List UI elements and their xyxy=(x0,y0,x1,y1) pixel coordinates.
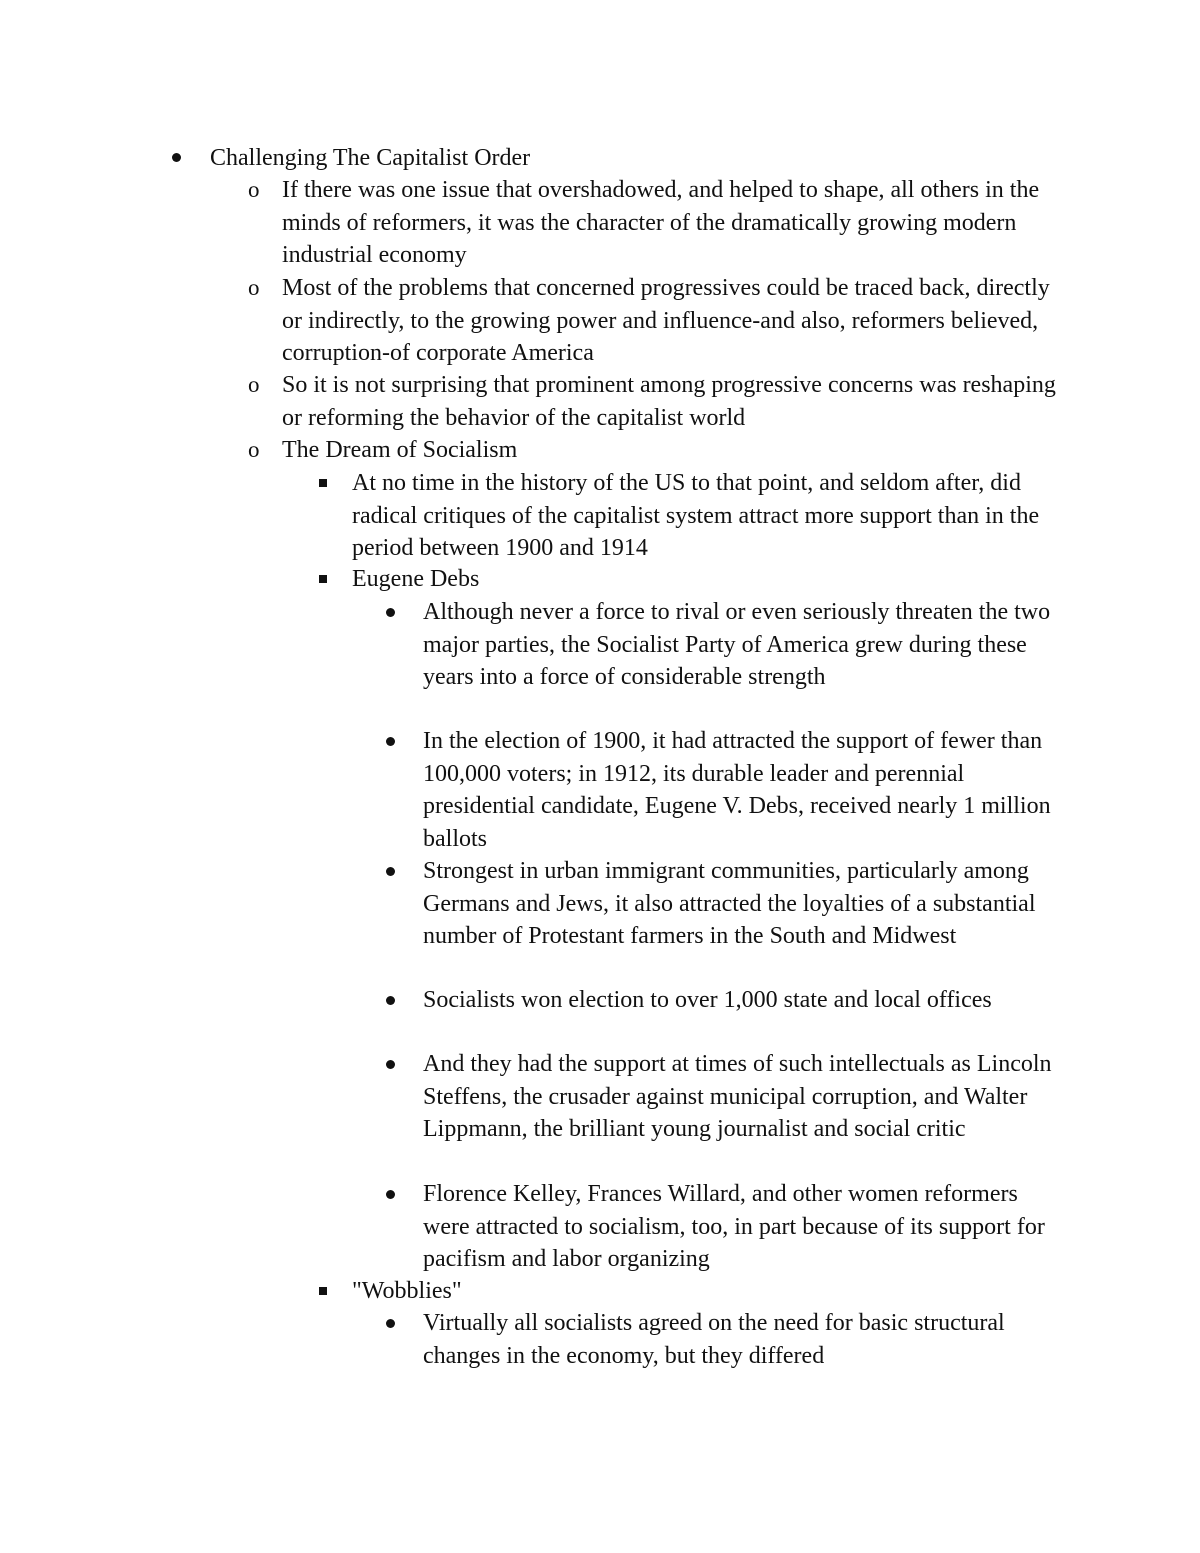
outline-text: Eugene Debs xyxy=(352,566,480,592)
outline-text: The Dream of Socialism xyxy=(282,437,518,463)
outline-text: Florence Kelley, Frances Willard, and other women reformers were attracted to socialism, too, in part because of its support for pacifism and labor organizing xyxy=(423,1181,1045,1272)
outline-text: And they had the support at times of such intellectuals as Lincoln Steffens, the crusader against municipal corruption, and Walter Lippmann, the brilliant young journalist and social critic xyxy=(423,1051,1052,1142)
outline-text: Strongest in urban immigrant communities, particularly among Germans and Jews, it also attracted the loyalties of a substantial number of Protestant farmers in the South and Midwest xyxy=(423,858,1036,949)
outline-text: Virtually all socialists agreed on the need for basic structural changes in the economy, but they differed xyxy=(423,1310,1005,1369)
outline-item-l4 xyxy=(423,1178,1068,1276)
bullet-icon xyxy=(386,1190,395,1199)
outline-item-l2 xyxy=(248,434,1072,467)
bullet-icon xyxy=(386,1060,395,1069)
outline-item-l3 xyxy=(352,467,1072,565)
outline-item-l2 xyxy=(248,272,1072,370)
bullet-icon xyxy=(386,1319,395,1328)
circle-bullet-icon: o xyxy=(248,177,260,202)
outline-item-l4 xyxy=(423,855,1068,953)
outline-item-l3 xyxy=(352,563,1072,596)
outline-item-l2 xyxy=(248,174,1072,272)
outline-item-l4 xyxy=(423,725,1068,855)
outline-text: At no time in the history of the US to that point, and seldom after, did radical critiques of the capitalist system attract more support than in the period between 1900 and 1914 xyxy=(352,470,1040,561)
bullet-icon xyxy=(172,153,181,162)
outline-text: "Wobblies" xyxy=(352,1278,462,1304)
square-bullet-icon xyxy=(319,479,327,487)
bullet-icon xyxy=(386,737,395,746)
outline-text: Socialists won election to over 1,000 state and local offices xyxy=(423,987,992,1013)
outline-text: So it is not surprising that prominent among progressive concerns was reshaping or reforming the behavior of the capitalist world xyxy=(282,372,1056,431)
outline-item-l4 xyxy=(423,1307,1068,1372)
outline-text: Most of the problems that concerned progressives could be traced back, directly or indirectly, to the growing power and influence-and also, reformers believed, corruption-of corporate America xyxy=(282,275,1050,366)
circle-bullet-icon: o xyxy=(248,437,260,462)
circle-bullet-icon: o xyxy=(248,275,260,300)
bullet-icon xyxy=(386,608,395,617)
outline-text: If there was one issue that overshadowed, and helped to shape, all others in the minds of reformers, it was the character of the dramatically growing modern industrial economy xyxy=(282,177,1040,268)
outline-text: In the election of 1900, it had attracted the support of fewer than 100,000 voters; in 1912, its durable leader and perennial presidential candidate, Eugene V. Debs, received nearly 1 million ballots xyxy=(423,728,1051,852)
square-bullet-icon xyxy=(319,575,327,583)
outline-item-l3 xyxy=(352,1275,1072,1308)
outline-item-l1 xyxy=(210,142,1060,175)
bullet-icon xyxy=(386,867,395,876)
outline-text: Challenging The Capitalist Order xyxy=(210,145,531,171)
circle-bullet-icon: o xyxy=(248,372,260,397)
outline-item-l2 xyxy=(248,369,1072,434)
outline-text: Although never a force to rival or even seriously threaten the two major parties, the Socialist Party of America grew during these years into a force of considerable strength xyxy=(423,599,1051,690)
square-bullet-icon xyxy=(319,1287,327,1295)
outline-item-l4 xyxy=(423,1048,1068,1146)
bullet-icon xyxy=(386,996,395,1005)
outline-item-l4 xyxy=(423,984,1068,1017)
outline-item-l4 xyxy=(423,596,1068,694)
